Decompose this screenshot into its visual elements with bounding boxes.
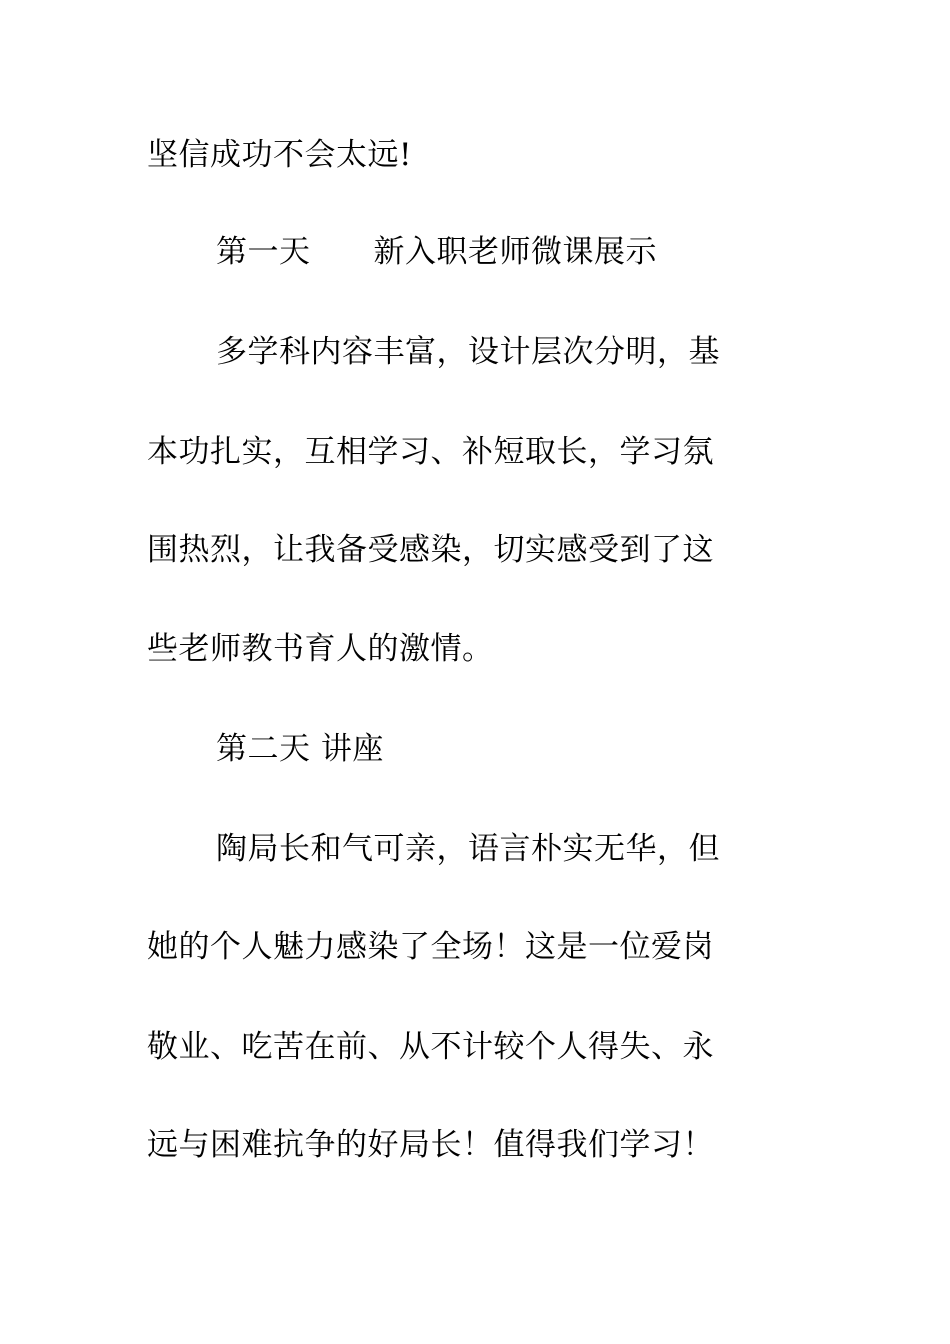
paragraph-line: 本功扎实，互相学习、补短取长，学习氛	[147, 434, 714, 470]
paragraph-line: 敬业、吃苦在前、从不计较个人得失、永	[147, 1029, 714, 1065]
section-heading-day-one: 第一天 新入职老师微课展示	[216, 234, 657, 270]
paragraph-line: 陶局长和气可亲，语言朴实无华，但	[216, 831, 720, 867]
section-heading-day-two: 第二天 讲座	[216, 731, 384, 767]
paragraph-line: 些老师教书育人的激情。	[147, 631, 494, 667]
paragraph-line: 围热烈，让我备受感染，切实感受到了这	[147, 532, 714, 568]
paragraph-line: 多学科内容丰富，设计层次分明，基	[216, 334, 720, 370]
paragraph-line-closing: 坚信成功不会太远!	[147, 137, 412, 173]
paragraph-line: 她的个人魅力感染了全场！这是一位爱岗	[147, 929, 714, 965]
paragraph-line: 远与困难抗争的好局长！值得我们学习！	[147, 1127, 714, 1163]
